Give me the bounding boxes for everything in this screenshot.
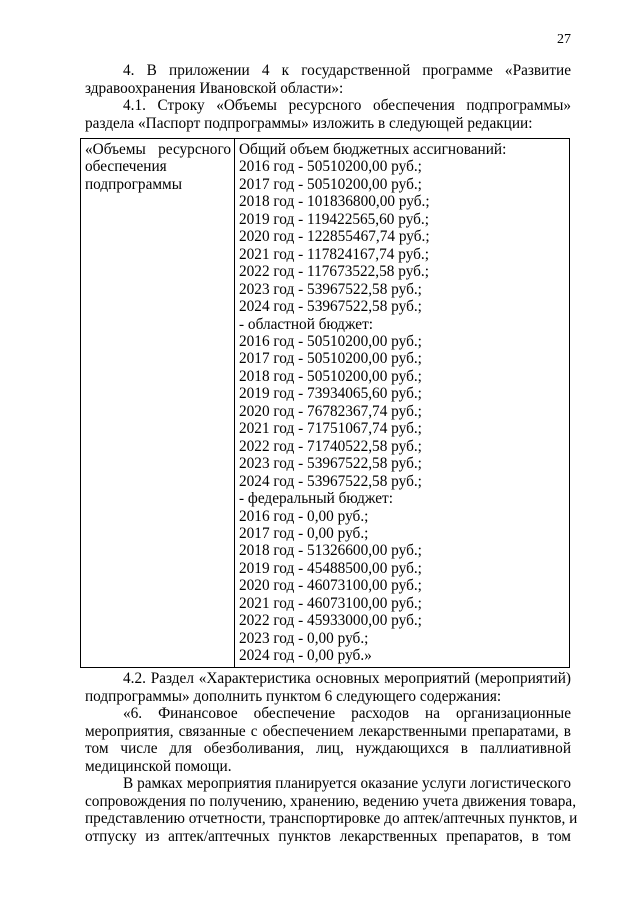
budget-line: 2022 год - 45933000,00 руб.; xyxy=(239,612,422,630)
budget-line: 2018 год - 101836800,00 руб.; xyxy=(239,193,430,211)
row-label-cell xyxy=(81,139,235,668)
budget-line: 2023 год - 53967522,58 руб.; xyxy=(239,280,422,298)
budget-line: 2020 год - 122855467,74 руб.; xyxy=(239,228,430,246)
budget-line: 2017 год - 50510200,00 руб.; xyxy=(239,350,422,368)
text-line: подпрограммы» дополнить пунктом 6 следующего содержания: xyxy=(85,687,502,705)
budget-line: 2019 год - 73934065,60 руб.; xyxy=(239,385,422,403)
text-line: медицинской помощи. xyxy=(85,757,232,775)
budget-line: 2017 год - 0,00 руб.; xyxy=(239,524,369,542)
budget-line: 2018 год - 51326600,00 руб.; xyxy=(239,542,422,560)
budget-line: 2021 год - 117824167,74 руб.; xyxy=(239,245,430,263)
text-line: представлению отчетности, транспортировке до аптек/аптечных пунктов, и xyxy=(85,810,578,827)
budget-line: 2020 год - 76782367,74 руб.; xyxy=(239,402,422,420)
text-line: 4. В приложении 4 к государственной программе «Развитие xyxy=(123,62,571,79)
passport-table xyxy=(80,138,570,668)
budget-line: 2022 год - 117673522,58 руб.; xyxy=(239,263,430,281)
budget-line: - федеральный бюджет: xyxy=(239,490,393,508)
intro-paragraph xyxy=(85,62,571,132)
budget-line: 2023 год - 53967522,58 руб.; xyxy=(239,455,422,473)
row-value-cell xyxy=(235,139,570,668)
budget-line: 2021 год - 71751067,74 руб.; xyxy=(239,420,422,438)
text-line: 4.1. Строку «Объемы ресурсного обеспечения подпрограммы» xyxy=(123,97,571,114)
budget-line: 2022 год - 71740522,58 руб.; xyxy=(239,437,422,455)
budget-line: 2016 год - 50510200,00 руб.; xyxy=(239,158,422,176)
text-line: 4.2. Раздел «Характеристика основных мероприятий (мероприятий) xyxy=(123,670,571,687)
budget-line: 2017 год - 50510200,00 руб.; xyxy=(239,175,422,193)
budget-line: 2023 год - 0,00 руб.; xyxy=(239,629,369,647)
text-line: том числе для обезболивания, лиц, нуждающихся в паллиативной xyxy=(85,740,571,757)
budget-line: - областной бюджет: xyxy=(239,315,374,333)
budget-line: 2024 год - 53967522,58 руб.; xyxy=(239,298,422,316)
text-line: здравоохранения Ивановской области»: xyxy=(85,79,344,97)
budget-line: 2024 год - 53967522,58 руб.; xyxy=(239,472,422,490)
row-label-line: «Объемы ресурсного xyxy=(85,141,231,158)
row-label-line: подпрограммы xyxy=(85,175,183,193)
budget-line: 2016 год - 50510200,00 руб.; xyxy=(239,332,422,350)
budget-line: 2016 год - 0,00 руб.; xyxy=(239,507,369,525)
text-line: отпуску из аптек/аптечных пунктов лекарственных препаратов, в том xyxy=(85,827,571,845)
budget-line: 2024 год - 0,00 руб.» xyxy=(239,647,372,665)
budget-line: 2019 год - 119422565,60 руб.; xyxy=(239,210,430,228)
text-line: «6. Финансовое обеспечение расходов на организационные xyxy=(123,705,571,722)
budget-line: 2018 год - 50510200,00 руб.; xyxy=(239,367,422,385)
budget-line: 2020 год - 46073100,00 руб.; xyxy=(239,577,422,595)
text-line: раздела «Паспорт подпрограммы» изложить в следующей редакции: xyxy=(85,114,533,132)
budget-line: 2021 год - 46073100,00 руб.; xyxy=(239,594,422,612)
page-number: 27 xyxy=(557,32,571,47)
text-line: В рамках мероприятия планируется оказание услуги логистического xyxy=(123,775,571,792)
row-label-line: обеспечения xyxy=(85,158,167,176)
table-row xyxy=(81,139,570,668)
continuation-paragraph xyxy=(85,670,578,845)
text-line: мероприятия, связанные с обеспечением лекарственными препаратами, в xyxy=(85,722,571,740)
budget-line: 2019 год - 45488500,00 руб.; xyxy=(239,559,422,577)
budget-line: Общий объем бюджетных ассигнований: xyxy=(239,141,507,158)
text-line: сопровождения по получению, хранению, ведению учета движения товара, xyxy=(85,792,577,810)
